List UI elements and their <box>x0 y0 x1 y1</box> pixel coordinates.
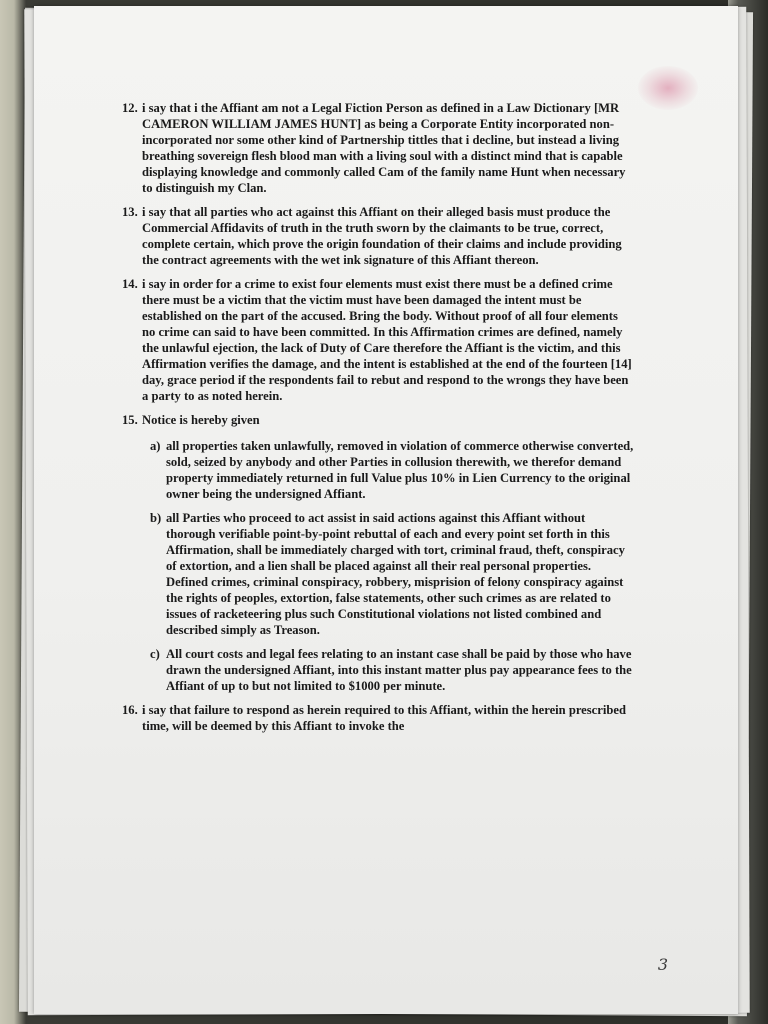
paragraph-14 <box>122 276 634 404</box>
notice-item-a <box>122 438 634 502</box>
item-text: All court costs and legal fees relating to an instant case shall be paid by those who have drawn the undersigned Affiant, into this instant matter plus pay appearance fees to the Affiant of up to but not limited to $1000 per minute. <box>166 647 632 693</box>
item-label: b) <box>150 511 162 525</box>
page-number: 3 <box>657 955 668 974</box>
paragraph-13 <box>122 204 634 268</box>
item-label: c) <box>150 647 160 661</box>
item-text: all Parties who proceed to act assist in said actions against this Affiant without thorough verifiable point-by-point rebuttal of each and every point set forth in this Affirmation, shall be immediately charged with tort, criminal fraud, theft, conspiracy of extortion, and a lien shall be placed against all their real personal properties. Defined crimes, criminal conspiracy, robbery, misprision of felony conspiracy against the rights of peoples, extortion, false statements, other such crimes as are related to issues of racketeering plus such Constitutional violations not listed combined and described simply as Treason. <box>166 511 625 637</box>
paragraph-text: i say that failure to respond as herein required to this Affiant, within the herein prescribed time, will be deemed by this Affiant to invoke the <box>142 703 626 733</box>
paragraph-text: i say that i the Affiant am not a Legal Fiction Person as defined in a Law Dictionary [MR CAMERON WILLIAM JAMES HUNT] as being a Corporate Entity incorporated non-incorporated nor some other kind of Partnership tittles that i decline, but instead a living breathing sovereign flesh blood man with a living soul with a distinct mind that is capable displaying knowledge and commonly called Cam of the family name Hunt when necessary to distinguish my Clan. <box>142 101 626 195</box>
paragraph-number: 16. <box>122 703 138 717</box>
paragraph-16 <box>122 702 634 734</box>
notice-heading-text: Notice is hereby given <box>142 413 260 427</box>
document-body <box>122 100 634 742</box>
notice-heading <box>122 412 634 428</box>
notice-item-b <box>122 510 634 638</box>
paragraph-12 <box>122 100 634 196</box>
paragraph-number: 14. <box>122 277 138 291</box>
paragraph-number: 13. <box>122 205 138 219</box>
item-text: all properties taken unlawfully, removed in violation of commerce otherwise converted, sold, seized by anybody and other Parties in collusion therewith, we therefor demand property immediately returned in full Value plus 10% in Lien Currency to the original owner being the undersigned Affiant. <box>166 439 634 501</box>
paragraph-number: 12. <box>122 101 138 115</box>
ink-stain <box>638 66 698 110</box>
paragraph-text: i say in order for a crime to exist four elements must exist there must be a defined crime there must be a victim that the victim must have been damaged the intent must be established on the part of the accused. Bring the body. Without proof of all four elements no crime can said to have been committed. In this Affirmation crimes are defined, namely the unlawful ejection, the lack of Duty of Care therefore the Affiant is the victim, and this Affirmation verifies the damage, and the intent is established at the end of the fourteen [14] day, grace period if the respondents fail to rebut and respond to the wrongs they have been a party to as noted herein. <box>142 277 632 403</box>
paragraph-number: 15. <box>122 413 138 427</box>
item-label: a) <box>150 439 161 453</box>
paragraph-text: i say that all parties who act against this Affiant on their alleged basis must produce the Commercial Affidavits of truth in the truth sworn by the claimants to be true, correct, complete certain, which prove the origin foundation of their claims and include providing the contract agreements with the wet ink signature of this Affiant thereon. <box>142 205 622 267</box>
notice-item-c <box>122 646 634 694</box>
